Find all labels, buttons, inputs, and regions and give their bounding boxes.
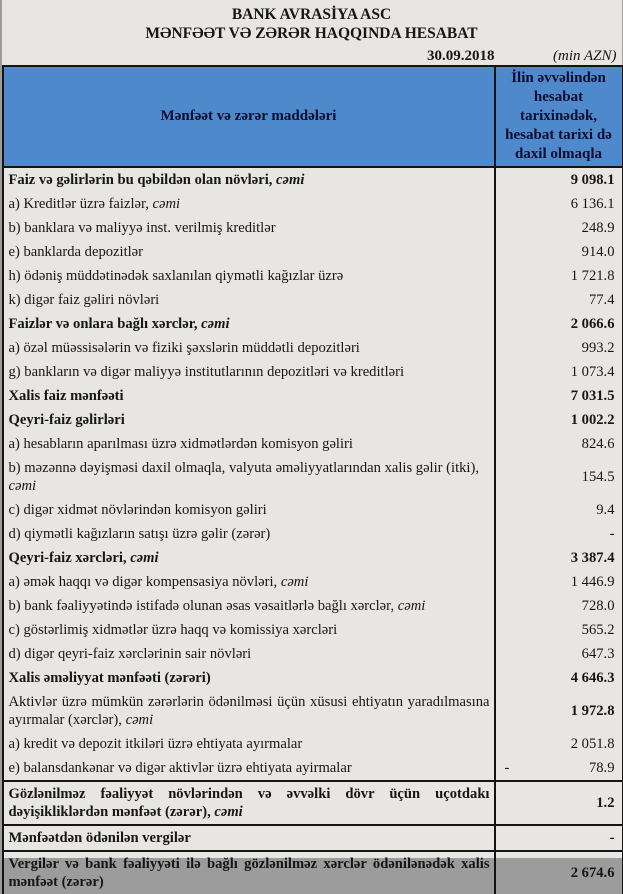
row-label: h) ödəniş müddətinədək saxlanılan qiymətli kağızlar üzrə bbox=[3, 264, 495, 288]
row-value: 4 646.3 bbox=[495, 666, 623, 690]
row-label: k) digər faiz gəliri növləri bbox=[3, 288, 495, 312]
row-label: Faiz və gəlirlərin bu qəbildən olan növləri, cəmi bbox=[3, 167, 495, 192]
row-value: - 78.9 bbox=[495, 756, 623, 781]
row-value: 824.6 bbox=[495, 432, 623, 456]
row-value: 7 031.5 bbox=[495, 384, 623, 408]
report-page bbox=[2, 0, 622, 858]
row-label: Mənfəətdən ödənilən vergilər bbox=[3, 825, 495, 851]
row-value: 1 073.4 bbox=[495, 360, 623, 384]
row-label: d) digər qeyri-faiz xərclərinin sair növləri bbox=[3, 642, 495, 666]
table-row bbox=[3, 570, 623, 594]
row-label: e) balansdankənar və digər aktivlər üzrə ehtiyata ayirmalar bbox=[3, 756, 495, 781]
row-label: Qeyri-faiz gəlirləri bbox=[3, 408, 495, 432]
table-row bbox=[3, 264, 623, 288]
row-value: 2 051.8 bbox=[495, 732, 623, 756]
row-label: b) bank fəaliyyətində istifadə olunan əsas vəsaitlərlə bağlı xərclər, cəmi bbox=[3, 594, 495, 618]
row-label: c) digər xidmət növlərindən komisyon gəliri bbox=[3, 498, 495, 522]
row-label: Xalis əməliyyat mənfəəti (zərəri) bbox=[3, 666, 495, 690]
pnl-table bbox=[2, 65, 623, 894]
bank-name: BANK AVRASİYA ASC bbox=[2, 5, 622, 24]
table-row bbox=[3, 732, 623, 756]
row-label: Qeyri-faiz xərcləri, cəmi bbox=[3, 546, 495, 570]
row-label-italic-suffix: cəmi bbox=[149, 196, 180, 212]
row-value: 2 066.6 bbox=[495, 312, 623, 336]
row-label: a) Kreditlər üzrə faizlər, cəmi bbox=[3, 192, 495, 216]
table-row bbox=[3, 432, 623, 456]
row-label: a) özəl müəssisələrin və fiziki şəxslərin müddətli depozitləri bbox=[3, 336, 495, 360]
table-row bbox=[3, 825, 623, 851]
table-row bbox=[3, 360, 623, 384]
col-header-values: İlin əvvəlindən hesabat tarixinədək, hesabat tarixi də daxil olmaqla bbox=[495, 66, 623, 167]
row-label: e) banklarda depozitlər bbox=[3, 240, 495, 264]
row-label: a) hesabların aparılması üzrə xidmətlərdən komisyon gəliri bbox=[3, 432, 495, 456]
table-row bbox=[3, 167, 623, 192]
row-value: - bbox=[495, 825, 623, 851]
row-label-italic-suffix: cəmi bbox=[394, 598, 425, 614]
table-row bbox=[3, 781, 623, 825]
row-value: 728.0 bbox=[495, 594, 623, 618]
row-value: 9 098.1 bbox=[495, 167, 623, 192]
row-label-italic-suffix: cəmi bbox=[272, 172, 304, 188]
table-row bbox=[3, 216, 623, 240]
row-value: 1 972.8 bbox=[495, 690, 623, 732]
row-label-italic-suffix: cəmi bbox=[198, 316, 230, 332]
row-value: 2 674.6 bbox=[495, 851, 623, 894]
table-row bbox=[3, 618, 623, 642]
table-row bbox=[3, 288, 623, 312]
row-value: 154.5 bbox=[495, 456, 623, 498]
table-row bbox=[3, 240, 623, 264]
row-label: g) bankların və digər maliyyə institutlarının depozitləri və kreditləri bbox=[3, 360, 495, 384]
row-label-italic-suffix: cəmi bbox=[122, 712, 153, 728]
row-value: 1.2 bbox=[495, 781, 623, 825]
row-label: Faizlər və onlara bağlı xərclər, cəmi bbox=[3, 312, 495, 336]
currency-note: (min AZN) bbox=[495, 47, 622, 65]
row-label: Aktivlər üzrə mümkün zərərlərin ödənilməsi üçün xüsusi ehtiyatın yaradılmasına ayırmalar (xərclər), cəmi bbox=[3, 690, 495, 732]
row-value: 248.9 bbox=[495, 216, 623, 240]
row-value: 77.4 bbox=[495, 288, 623, 312]
table-row bbox=[3, 756, 623, 781]
table-row bbox=[3, 851, 623, 894]
row-value: 993.2 bbox=[495, 336, 623, 360]
row-label: a) kredit və depozit itkiləri üzrə ehtiyata ayırmalar bbox=[3, 732, 495, 756]
row-label-italic-suffix: cəmi bbox=[9, 478, 37, 494]
row-value: 1 446.9 bbox=[495, 570, 623, 594]
row-value: 914.0 bbox=[495, 240, 623, 264]
row-label: Gözlənilməz fəaliyyət növlərindən və əvvəlki dövr üçün uçotdakı dəyişikliklərdən mənfəət (zərər), cəmi bbox=[3, 781, 495, 825]
row-label: a) əmək haqqı və digər kompensasiya növləri, cəmi bbox=[3, 570, 495, 594]
table-row bbox=[3, 594, 623, 618]
row-label: b) banklara və maliyyə inst. verilmiş kreditlər bbox=[3, 216, 495, 240]
doc-header bbox=[2, 0, 622, 65]
table-row bbox=[3, 498, 623, 522]
table-row bbox=[3, 666, 623, 690]
row-value: 9.4 bbox=[495, 498, 623, 522]
pnl-table-body bbox=[3, 167, 623, 894]
col-header-items: Mənfəət və zərər maddələri bbox=[3, 66, 495, 167]
row-label: b) məzənnə dəyişməsi daxil olmaqla, valyuta əməliyyatlarından xalis gəlir (itki), cəmi bbox=[3, 456, 495, 498]
row-label-italic-suffix: cəmi bbox=[211, 804, 243, 820]
minus-sign: - bbox=[501, 759, 510, 777]
date-line bbox=[2, 47, 622, 65]
report-title: MƏNFƏƏT VƏ ZƏRƏR HAQQINDA HESABAT bbox=[2, 24, 622, 43]
table-row bbox=[3, 690, 623, 732]
row-label: Xalis faiz mənfəəti bbox=[3, 384, 495, 408]
row-label: Vergilər və bank fəaliyyəti ilə bağlı gözlənilməz xərclər ödənilənədək xalis mənfəət (zərər) bbox=[3, 851, 495, 894]
table-row bbox=[3, 336, 623, 360]
table-row bbox=[3, 546, 623, 570]
row-label-italic-suffix: cəmi bbox=[277, 574, 308, 590]
table-row bbox=[3, 192, 623, 216]
row-value: 565.2 bbox=[495, 618, 623, 642]
row-label: d) qiymətli kağızların satışı üzrə gəlir (zərər) bbox=[3, 522, 495, 546]
row-label-italic-suffix: cəmi bbox=[127, 550, 159, 566]
table-row bbox=[3, 384, 623, 408]
row-value: 3 387.4 bbox=[495, 546, 623, 570]
report-date: 30.09.2018 bbox=[2, 47, 495, 65]
table-header-row bbox=[3, 66, 623, 167]
row-value: 1 721.8 bbox=[495, 264, 623, 288]
table-row bbox=[3, 522, 623, 546]
row-label: c) göstərlimiş xidmətlər üzrə haqq və komissiya xərcləri bbox=[3, 618, 495, 642]
table-row bbox=[3, 312, 623, 336]
row-value: 6 136.1 bbox=[495, 192, 623, 216]
row-value: 1 002.2 bbox=[495, 408, 623, 432]
table-row bbox=[3, 408, 623, 432]
row-value: - bbox=[495, 522, 623, 546]
table-row bbox=[3, 456, 623, 498]
row-value: 647.3 bbox=[495, 642, 623, 666]
table-row bbox=[3, 642, 623, 666]
